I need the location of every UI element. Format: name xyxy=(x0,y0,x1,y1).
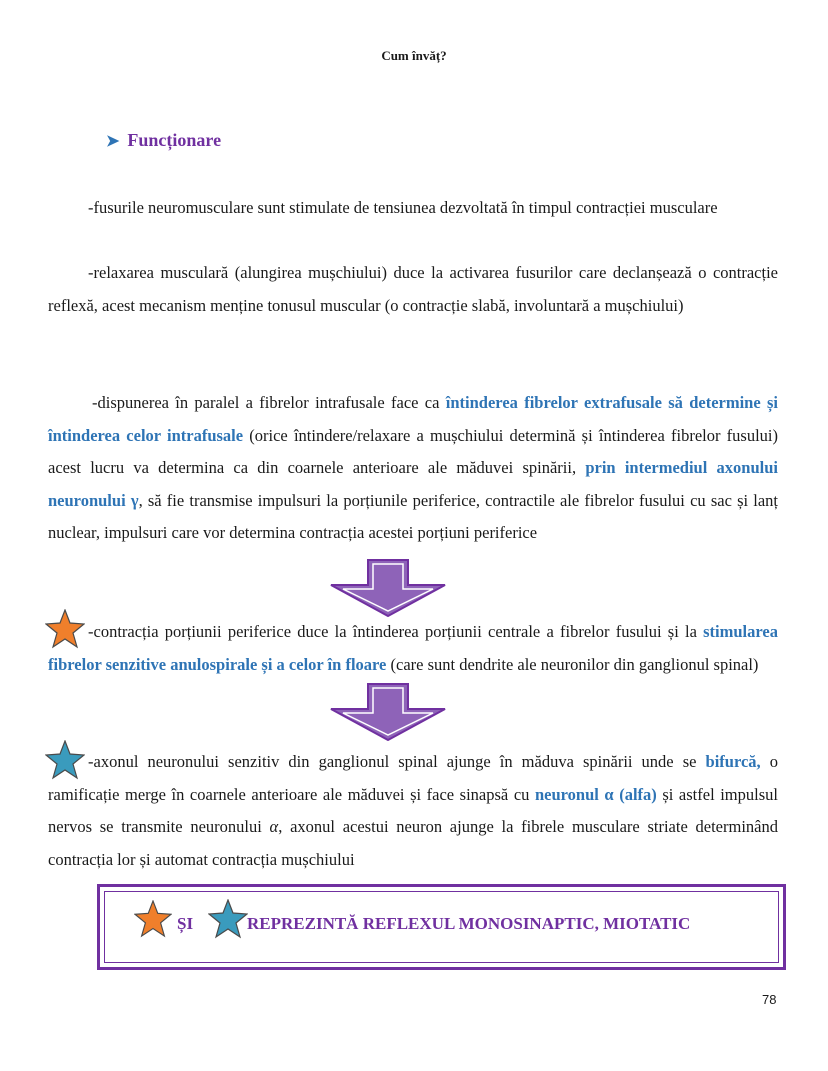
paragraph-4-text-a: -contracția porțiunii periferice duce la întinderea porțiunii centrale a fibrelor fusului și la xyxy=(88,622,704,641)
section-heading-text: Funcționare xyxy=(127,130,222,150)
paragraph-5-highlight-a: bifurcă, xyxy=(705,752,761,771)
paragraph-3-text-b: (orice întindere/relaxare a mușchiului determină și întinderea fibrelor fusului) acest lucru va determina ca din coarnele anterioare ale măduvei spinării, xyxy=(48,425,779,477)
paragraph-3-text-a: -dispunerea în paralel a fibrelor intrafusale face ca xyxy=(92,393,446,412)
paragraph-3-highlight-a: întinderea fibrelor extrafusale să determine și întinderea celor intrafusale xyxy=(48,393,778,445)
paragraph-5-highlight-b: neuronul α (alfa) xyxy=(534,784,657,804)
paragraph-3 xyxy=(48,387,778,550)
arrow-bullet-icon: ➤ xyxy=(106,133,120,150)
down-arrow-icon xyxy=(329,559,447,617)
paragraph-4 xyxy=(48,616,778,681)
paragraph-4-highlight: stimularea fibrelor senzitive anulospirale și a celor în floare xyxy=(48,622,778,674)
section-heading xyxy=(106,130,221,151)
star-icon-orange xyxy=(134,900,172,938)
paragraph-4-text-b: (care sunt dendrite ale neuronilor din ganglionul spinal) xyxy=(386,654,759,674)
summary-connector: ȘI xyxy=(177,914,194,933)
down-arrow-icon xyxy=(329,683,447,741)
paragraph-3-highlight-b: prin intermediul axonului neuronului γ xyxy=(48,458,778,510)
paragraph-5 xyxy=(48,746,778,876)
paragraph-5-text-c: și astfel impulsul nervos se transmite neuronului xyxy=(48,784,778,836)
paragraph-3-text-c: , să fie transmise impulsuri la porțiunile periferice, contractile ale fibrelor fusului cu sac și lanț nuclear, impulsuri care vor determina contracția acestei porțiuni periferice xyxy=(48,490,779,542)
page-number: 78 xyxy=(762,992,777,1007)
paragraph-2 xyxy=(48,257,778,322)
paragraph-2-text: -relaxarea musculară (alungirea mușchiului) duce la activarea fusurilor care declanșează o contracție reflexă, acest mecanism menține tonusul muscular (o contracție slabă, involuntară a mușchiului) xyxy=(48,263,778,315)
summary-text: REPREZINTĂ REFLEXUL MONOSINAPTIC, MIOTATIC xyxy=(247,914,691,933)
paragraph-5-text-d: , axonul acestui neuron ajunge la fibrele musculare striate determinând contracția lor și automat contracția mușchiului xyxy=(48,817,778,869)
paragraph-1-text: -fusurile neuromusculare sunt stimulate de tensiunea dezvoltată în timpul contracției musculare xyxy=(88,198,718,217)
paragraph-5-text-a: -axonul neuronului senzitiv din ganglionul spinal ajunge în măduva spinării unde se xyxy=(88,752,706,771)
paragraph-1 xyxy=(48,192,778,225)
paragraph-5-symbol: α xyxy=(269,817,279,836)
page-header: Cum învăț? xyxy=(381,48,447,63)
star-icon-blue xyxy=(208,899,248,939)
paragraph-5-text-b: o ramificație merge în coarnele anterioare ale măduvei și face sinapsă cu xyxy=(48,752,779,804)
